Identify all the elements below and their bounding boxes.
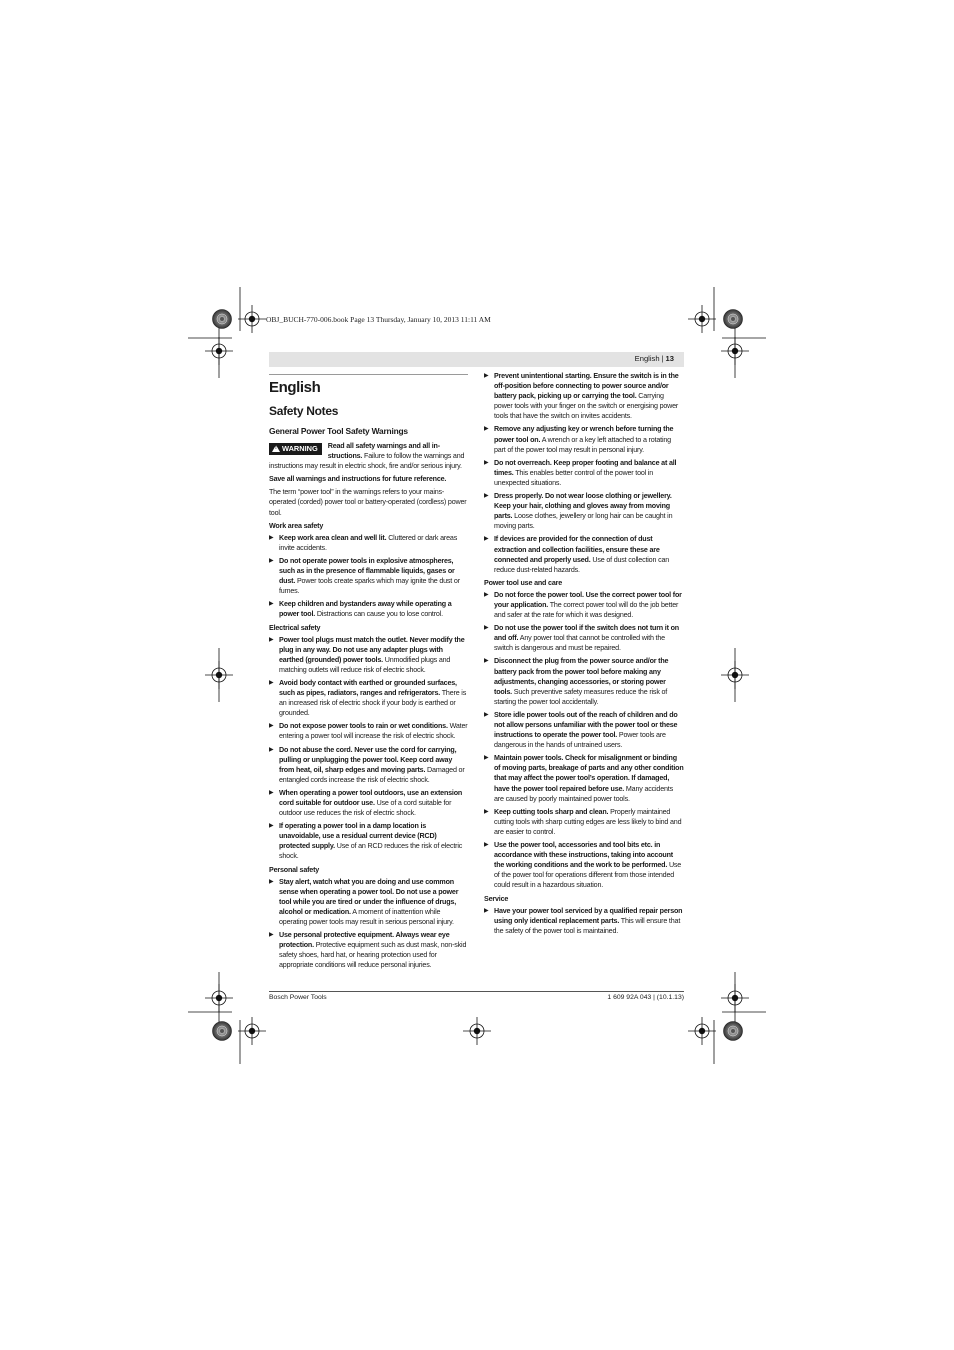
list-item: [269, 533, 468, 553]
running-header: [269, 352, 684, 367]
electrical-heading: Electrical safety: [269, 623, 321, 632]
list-item: [484, 840, 684, 890]
list-item: [269, 556, 468, 596]
list-item: [484, 590, 684, 620]
item-text: Water entering a power tool will increase the risk of electric shock.: [279, 722, 468, 741]
item-bold: Do not operate power tools in explosive atmospheres, such as in the presence of flammable liquids, gases or dust.: [279, 556, 455, 586]
item-bold: Use personal protective equipment. Always wear eye protection.: [279, 931, 450, 950]
warning-bold-text: Read all safety warnings and all in-structions.: [327, 442, 440, 461]
item-text: Such preventive safety measures reduce the risk of starting the power tool accidentally.: [494, 687, 668, 706]
item-bold: Maintain power tools. Check for misalignment or binding of moving parts, breakage of parts and any other condition that may affect the power tool’s operation. If damaged, have the power tool repaired before use.: [494, 754, 684, 793]
item-text: Properly maintained cutting tools with sharp cutting edges are less likely to bind and are easier to control.: [494, 807, 682, 836]
item-text: Many accidents are caused by poorly maintained power tools.: [494, 784, 673, 803]
section-heading: Safety Notes: [269, 404, 339, 418]
item-bold: If operating a power tool in a damp location is unavoidable, use a residual current device (RCD) protected supply.: [279, 822, 437, 851]
item-text: This will ensure that the safety of the power tool is maintained.: [494, 916, 681, 935]
header-separator: |: [661, 354, 664, 363]
item-bold: Dress properly. Do not wear loose clothing or jewellery. Keep your hair, clothing and gloves away from moving parts.: [494, 492, 672, 521]
header-text: [635, 354, 674, 363]
list-item: [269, 877, 468, 927]
footer-doc-number: 1 609 92A 043 | (10.1.13): [607, 994, 684, 1001]
item-text: Unmodified plugs and matching outlets will reduce risk of electric shock.: [279, 655, 451, 674]
item-text: Use of an RCD reduces the risk of electric shock.: [279, 842, 463, 861]
item-text: Power tools are dangerous in the hands of untrained users.: [494, 731, 666, 750]
item-bold: Keep cutting tools sharp and clean.: [494, 807, 609, 816]
list-item: [484, 710, 684, 750]
work-area-heading: Work area safety: [269, 521, 324, 530]
save-note: Save all warnings and instructions for future reference.: [269, 475, 447, 484]
warning-badge: [269, 443, 322, 455]
item-bold: Prevent unintentional starting. Ensure the switch is in the off-position before connecting to power source and/or battery pack, picking up or carrying the tool.: [494, 372, 679, 401]
warning-block: [269, 441, 468, 471]
item-bold: Store idle power tools out of the reach of children and do not allow persons unfamiliar with the power tool or these instructions to operate the power tool.: [494, 710, 678, 740]
item-text: A wrench or a key left attached to a rotating part of the power tool may result in personal injury.: [494, 435, 671, 454]
term-note: The term “power tool” in the warnings refers to your mains-operated (corded) power tool or battery-operated (cordless) power tool.: [269, 488, 467, 517]
item-text: Distractions can cause you to lose control.: [315, 610, 443, 619]
item-text: Protective equipment such as dust mask, non-skid safety shoes, hard hat, or hearing protection used for appropriate conditions will reduce personal injuries.: [279, 941, 467, 970]
item-bold: Do not force the power tool. Use the correct power tool for your application.: [494, 590, 682, 609]
list-item: [484, 491, 684, 531]
tool-use-heading: Power tool use and care: [484, 578, 563, 587]
dial-mark-bottom-left: [213, 1022, 232, 1041]
item-bold: Have your power tool serviced by a qualified repair person using only identical replacement parts.: [494, 906, 683, 925]
subsection-heading: General Power Tool Safety Warnings: [269, 426, 408, 436]
list-item: [484, 371, 684, 421]
item-text: Use of a cord suitable for outdoor use reduces the risk of electric shock.: [279, 799, 452, 818]
right-column: [484, 371, 684, 939]
list-item: [269, 821, 468, 861]
item-bold: Do not abuse the cord. Never use the cord for carrying, pulling or unplugging the power tool. Keep cord away from heat, oil, sharp edges and moving parts.: [279, 745, 457, 774]
item-bold: Avoid body contact with earthed or grounded surfaces, such as pipes, radiators, ranges and refrigerators.: [279, 678, 457, 698]
item-bold: Do not expose power tools to rain or wet conditions.: [279, 722, 448, 731]
list-item: [269, 678, 468, 718]
item-bold: When operating a power tool outdoors, use an extension cord suitable for outdoor use.: [279, 788, 463, 807]
page-number: 13: [665, 354, 674, 363]
item-text: This enables better control of the power tool in unexpected situations.: [494, 468, 654, 487]
item-text: Use of the power tool for operations different from those intended could result in a hazardous situation.: [494, 861, 682, 890]
list-item: [484, 906, 684, 936]
warning-text: Failure to follow the warnings and instructions may result in electric shock, fire and/or serious injury.: [269, 452, 465, 471]
item-text: Damaged or entangled cords increase the risk of electric shock.: [279, 765, 465, 784]
item-bold: Keep children and bystanders away while operating a power tool.: [279, 600, 452, 619]
list-item: [484, 807, 684, 837]
item-bold: Disconnect the plug from the power source and/or the battery pack from the power tool before making any adjustments, changing accessories, or storing power tools.: [494, 657, 669, 696]
item-bold: Use the power tool, accessories and tool bits etc. in accordance with these instructions, taking into account the working conditions and the work to be performed.: [494, 841, 673, 870]
header-language: English: [634, 354, 660, 363]
list-item: [269, 788, 468, 818]
item-text: A moment of inattention while operating power tools may result in serious personal injury.: [279, 907, 454, 927]
item-bold: Do not overreach. Keep proper footing and balance at all times.: [494, 458, 677, 477]
list-item: [269, 721, 468, 741]
list-item: [484, 424, 684, 454]
page-title: English: [269, 379, 321, 396]
list-item: [484, 623, 684, 653]
list-item: [269, 635, 468, 675]
list-item: [484, 753, 684, 803]
item-bold: Power tool plugs must match the outlet. Never modify the plug in any way. Do not use any adapter plugs with earthed (grounded) power tools.: [279, 635, 465, 664]
list-item: [484, 656, 684, 706]
list-item: [269, 745, 468, 785]
item-text: The correct power tool will do the job better and safer at the rate for which it was designed.: [494, 600, 679, 620]
dial-mark-top-right: [724, 310, 743, 329]
item-text: Power tools create sparks which may ignite the dust or fumes.: [279, 577, 460, 596]
warning-label: WARNING: [282, 444, 318, 453]
list-item: [484, 534, 684, 574]
dial-mark-bottom-right: [724, 1022, 743, 1041]
item-text: Any power tool that cannot be controlled with the switch is dangerous and must be repaired.: [494, 634, 665, 653]
item-text: Cluttered or dark areas invite accidents.: [279, 533, 458, 552]
title-rule: [269, 374, 468, 375]
dial-mark-top-left: [213, 310, 232, 329]
list-item: [484, 458, 684, 488]
item-bold: Do not use the power tool if the switch does not turn it on and off.: [494, 624, 679, 643]
list-item: [269, 930, 468, 970]
item-bold: Stay alert, watch what you are doing and use common sense when operating a power tool. Do not use a power tool while you are tired or under the influence of drugs, alcohol or medication.: [279, 877, 459, 916]
item-text: Carrying power tools with your finger on the switch or energising power tools that have the switch on invites accidents.: [494, 392, 679, 421]
left-column: [269, 374, 468, 974]
item-text: Loose clothes, jewellery or long hair can be caught in moving parts.: [494, 512, 673, 531]
item-bold: If devices are provided for the connection of dust extraction and collection facilities, ensure these are connected and properly used.: [494, 535, 660, 564]
item-text: Use of dust collection can reduce dust-related hazards.: [494, 555, 670, 574]
footer-rule: [269, 991, 684, 992]
footer-brand: Bosch Power Tools: [269, 994, 327, 1001]
warning-triangle-icon: [272, 445, 280, 452]
list-item: [269, 599, 468, 619]
item-bold: Keep work area clean and well lit.: [279, 533, 387, 542]
service-heading: Service: [484, 894, 509, 903]
print-info-line: OBJ_BUCH-770-006.book Page 13 Thursday, January 10, 2013 11:11 AM: [266, 315, 491, 324]
item-bold: Remove any adjusting key or wrench before turning the power tool on.: [494, 425, 674, 444]
personal-heading: Personal safety: [269, 865, 320, 874]
item-text: There is an increased risk of electric shock if your body is earthed or grounded.: [279, 689, 467, 718]
